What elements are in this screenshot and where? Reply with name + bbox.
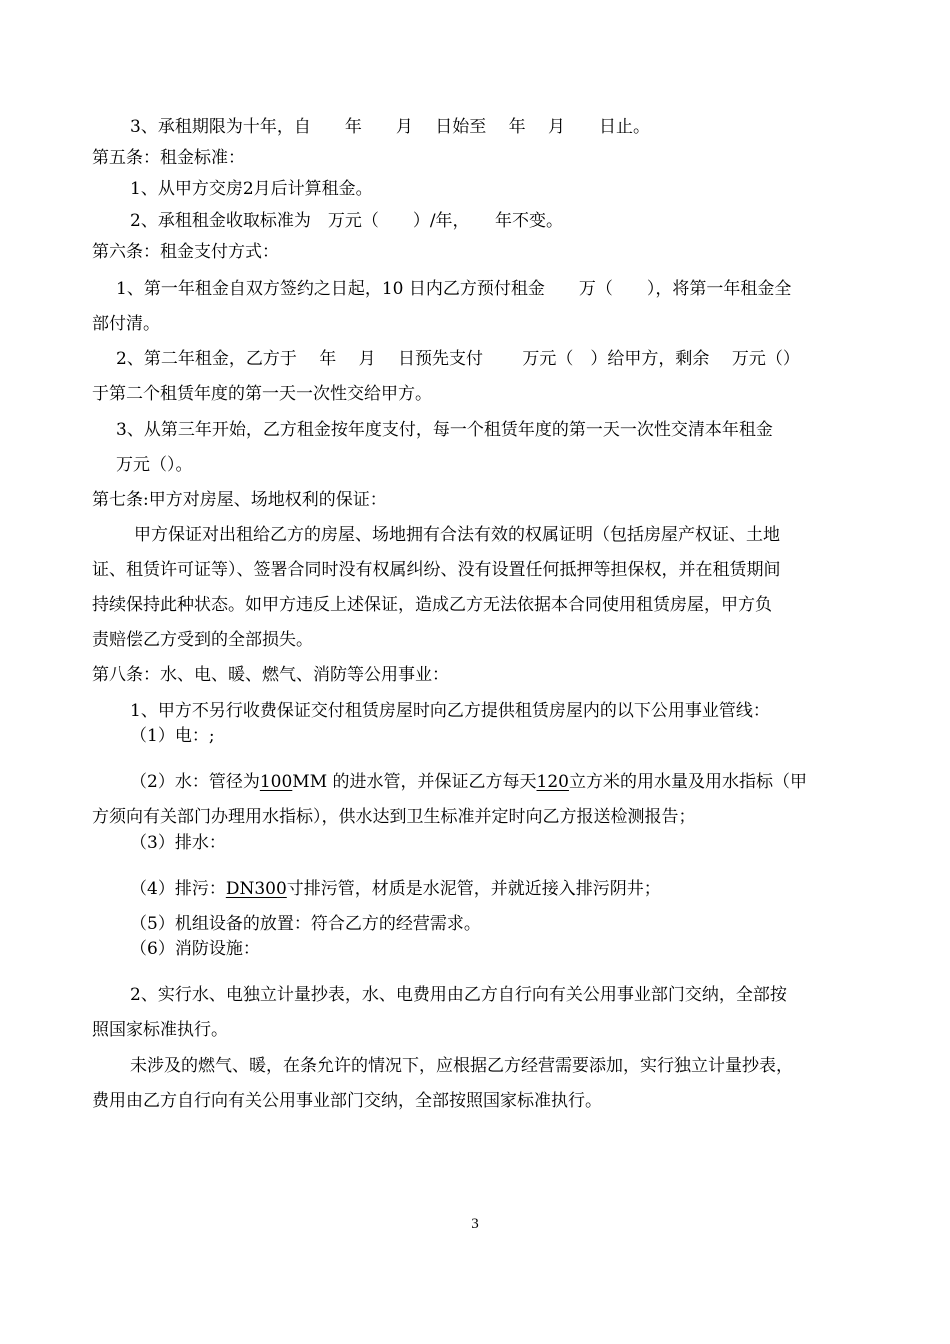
sewage-pipe-spec: DN300 bbox=[225, 879, 287, 899]
article-6-item-2-line-1: 2、第二年租金，乙方于 年 月 日预先支付 万元（ ）给甲方，剩余 万元（） bbox=[116, 349, 800, 369]
article-6-item-1-line-2: 部付清。 bbox=[92, 314, 160, 334]
article-6-item-1-line-1: 1、第一年租金自双方签约之日起，10 日内乙方预付租金 万（ ），将第一年租金全 bbox=[116, 279, 792, 299]
article-7-heading: 第七条:甲方对房屋、场地权利的保证： bbox=[92, 490, 387, 510]
article-6-item-3-line-2: 万元（）。 bbox=[116, 455, 193, 475]
article-5-item-1: 1、从甲方交房2月后计算租金。 bbox=[130, 179, 373, 199]
water-text-b: MM 的进水管，并保证乙方每天 bbox=[292, 772, 537, 792]
page-number: 3 bbox=[471, 1216, 479, 1232]
utility-equipment: （5）机组设备的放置：符合乙方的经营需求。 bbox=[130, 914, 481, 934]
pipe-diameter-value: 100 bbox=[259, 772, 293, 792]
article-5-item-2: 2、承租租金收取标准为 万元（ ）/年， 年不变。 bbox=[130, 211, 564, 231]
water-text-c: 立方米的用水量及用水指标（甲 bbox=[568, 772, 807, 792]
daily-water-volume-value: 120 bbox=[536, 772, 569, 792]
utility-water-line-2: 方须向有关部门办理用水指标），供水达到卫生标准并定时向乙方报送检测报告； bbox=[92, 807, 696, 827]
article-6-item-3-line-1: 3、从第三年开始，乙方租金按年度支付，每一个租赁年度的第一天一次性交清本年租金 bbox=[116, 420, 773, 440]
utility-electricity: （1）电：; bbox=[130, 726, 215, 746]
article-8-note-line-2: 费用由乙方自行向有关公用事业部门交纳，全部按照国家标准执行。 bbox=[92, 1091, 602, 1111]
sewage-text-a: （4）排污： bbox=[130, 879, 226, 899]
article-5-heading: 第五条：租金标准： bbox=[92, 148, 245, 168]
utility-water-line-1 bbox=[130, 771, 807, 793]
article-6-heading: 第六条：租金支付方式： bbox=[92, 242, 279, 262]
article-8-item-1: 1、甲方不另行收费保证交付租赁房屋时向乙方提供租赁房屋内的以下公用事业管线： bbox=[130, 701, 770, 721]
utility-fire-protection: （6）消防设施： bbox=[130, 939, 260, 959]
water-text-a: （2）水：管径为 bbox=[130, 772, 260, 792]
article-8-item-2-line-2: 照国家标准执行。 bbox=[92, 1020, 228, 1040]
article-8-heading: 第八条：水、电、暖、燃气、消防等公用事业： bbox=[92, 665, 449, 685]
article-8-note-line-1: 未涉及的燃气、暖，在条允许的情况下，应根据乙方经营需要添加，实行独立计量抄表， bbox=[130, 1056, 793, 1076]
utility-drainage: （3）排水： bbox=[130, 833, 226, 853]
article-7-para-line-3: 持续保持此种状态。如甲方违反上述保证，造成乙方无法依据本合同使用租赁房屋，甲方负 bbox=[92, 595, 772, 615]
sewage-text-b: 寸排污管，材质是水泥管，并就近接入排污阴井； bbox=[286, 879, 661, 899]
clause-4-item-3: 3、承租期限为十年，自 年 月 日始至 年 月 日止。 bbox=[130, 117, 651, 137]
article-7-para-line-4: 责赔偿乙方受到的全部损失。 bbox=[92, 630, 313, 650]
article-8-item-2-line-1: 2、实行水、电独立计量抄表，水、电费用由乙方自行向有关公用事业部门交纳，全部按 bbox=[130, 985, 787, 1005]
article-6-item-2-line-2: 于第二个租赁年度的第一天一次性交给甲方。 bbox=[92, 384, 432, 404]
article-7-para-line-2: 证、租赁许可证等）、签署合同时没有权属纠纷、没有设置任何抵押等担保权，并在租赁期间 bbox=[92, 560, 781, 580]
article-7-para-line-1: 甲方保证对出租给乙方的房屋、场地拥有合法有效的权属证明（包括房屋产权证、土地 bbox=[134, 525, 780, 545]
utility-sewage bbox=[130, 878, 661, 900]
